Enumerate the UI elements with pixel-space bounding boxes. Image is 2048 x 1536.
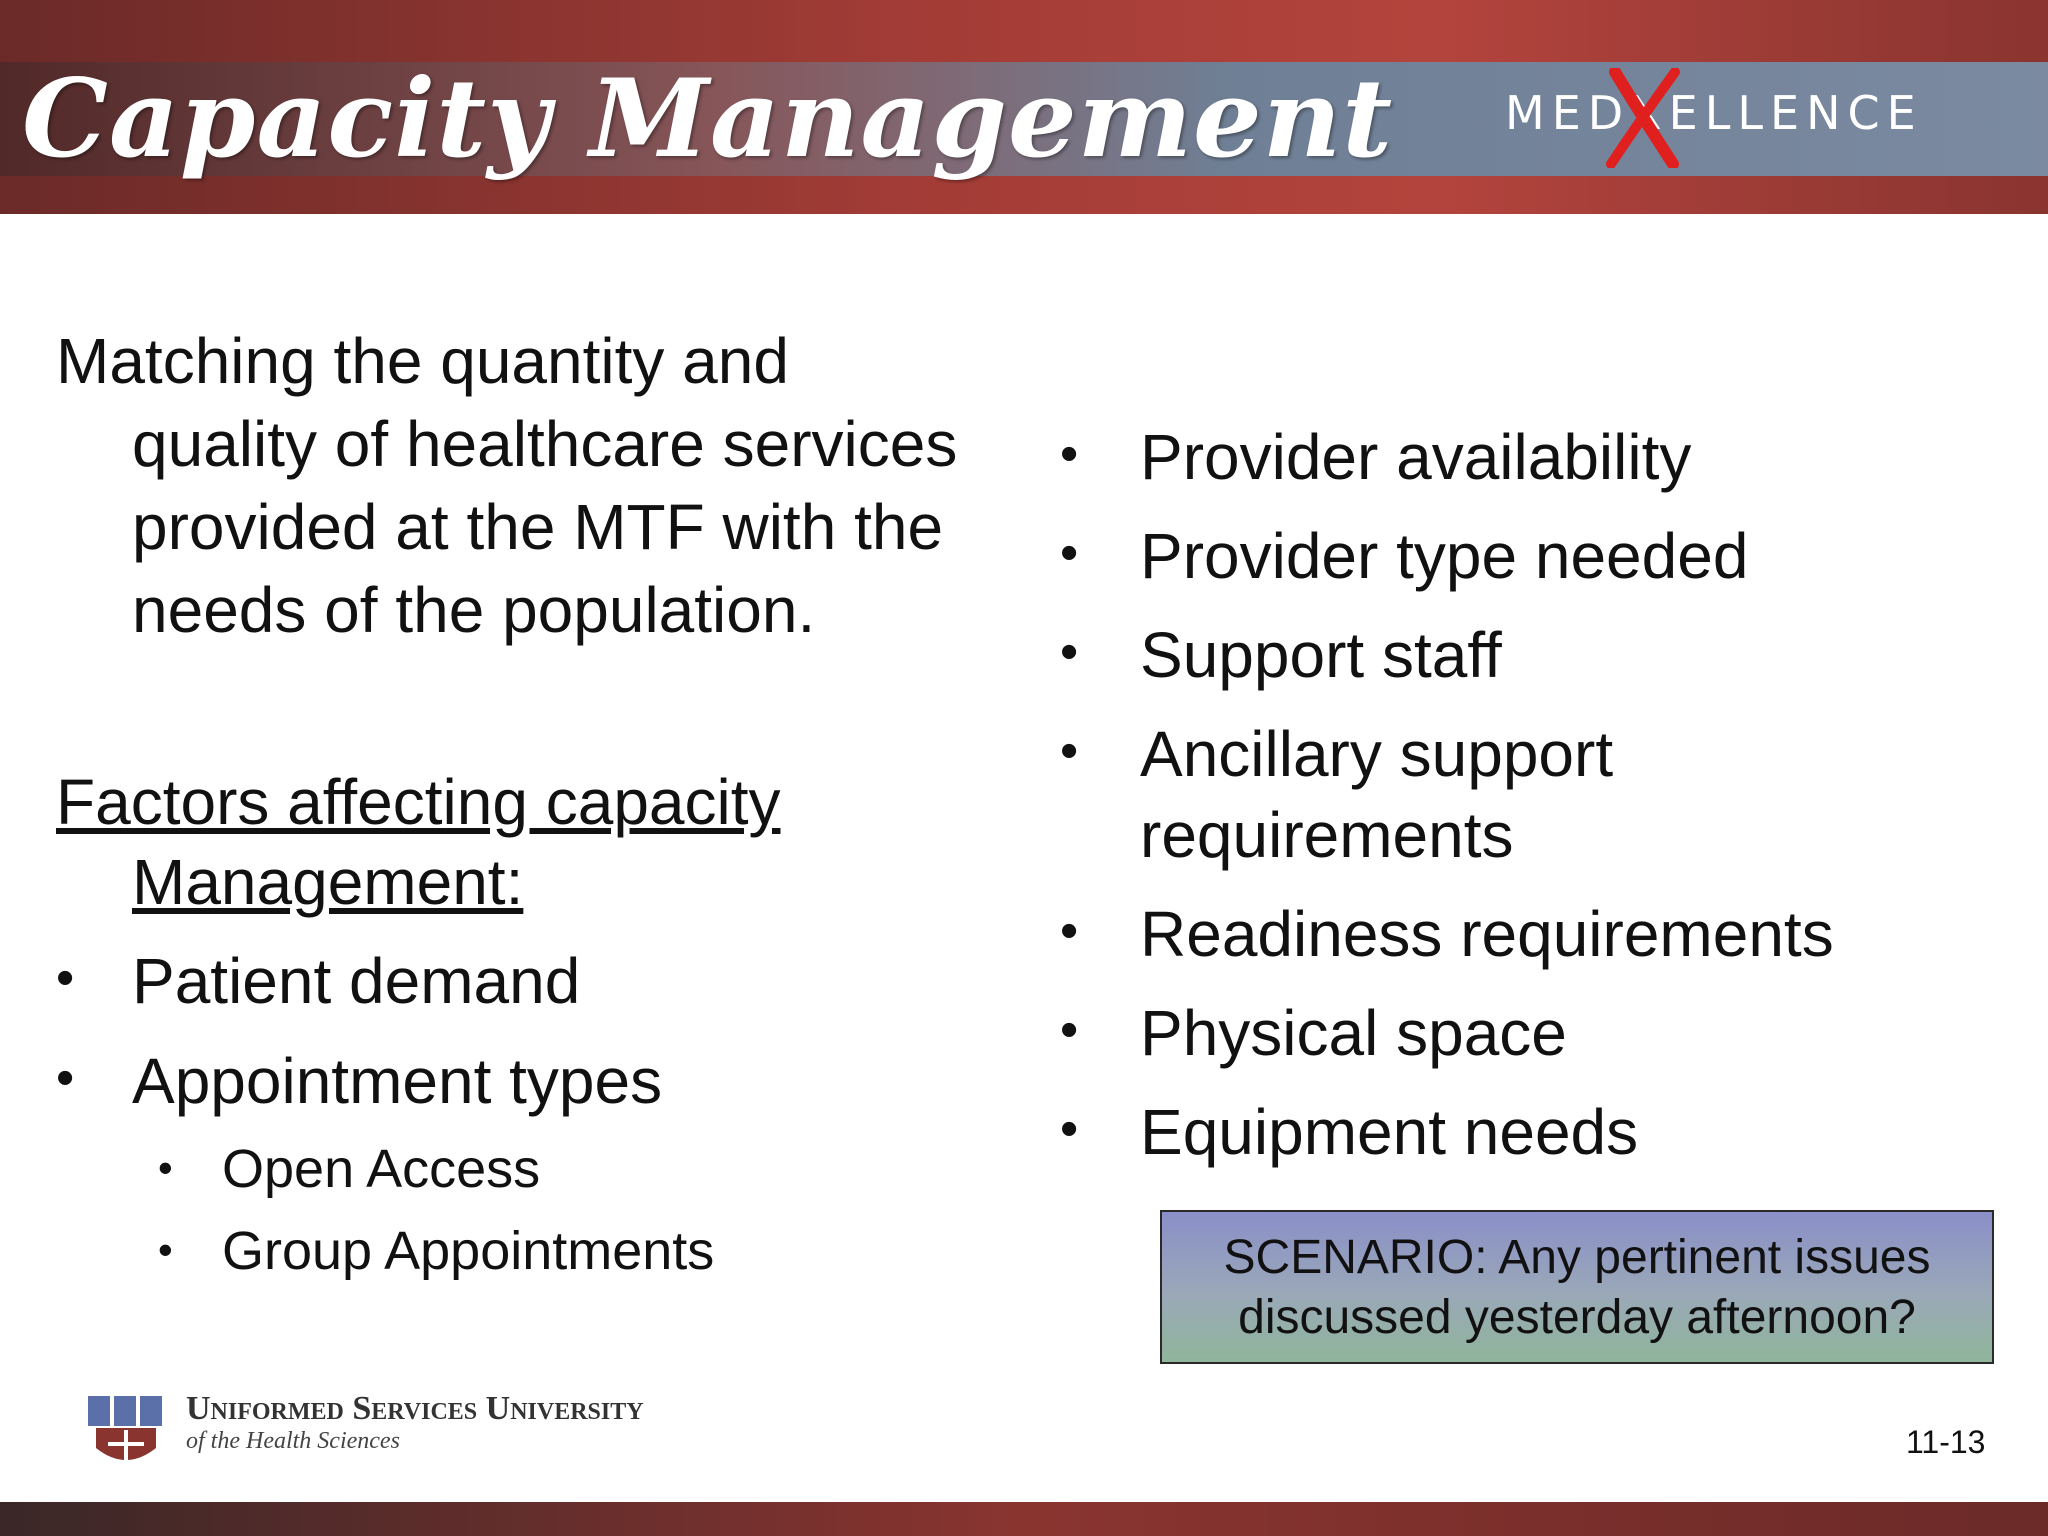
footer-band bbox=[0, 1502, 2048, 1536]
bullet-icon: • bbox=[1060, 902, 1079, 960]
bullet-icon: • bbox=[1060, 623, 1079, 681]
bullet-icon: • bbox=[1060, 1100, 1079, 1158]
institution-subtitle: of the Health Sciences bbox=[186, 1428, 400, 1454]
intro-line: needs of the population. bbox=[132, 574, 816, 646]
intro-line: Matching the quantity and bbox=[56, 325, 789, 397]
bullet-icon: • bbox=[1060, 425, 1079, 483]
bullet-icon: • bbox=[158, 1144, 173, 1191]
page-number: 11-13 bbox=[1906, 1424, 1986, 1460]
bullet-icon: • bbox=[56, 949, 75, 1007]
bullet-icon: • bbox=[1060, 1001, 1079, 1059]
bullet-icon: • bbox=[158, 1226, 173, 1273]
bullet-icon: • bbox=[1060, 524, 1079, 582]
scenario-line: discussed yesterday afternoon? bbox=[1238, 1291, 1916, 1344]
medxellence-logo bbox=[1505, 82, 1923, 162]
factors-section bbox=[56, 762, 781, 922]
institution-name: Uniformed Services University bbox=[186, 1390, 644, 1427]
intro-line: provided at the MTF with the bbox=[132, 491, 944, 563]
intro-paragraph bbox=[56, 320, 1046, 652]
logo-text: MEDXELLENCE bbox=[1505, 86, 1923, 140]
scenario-line: SCENARIO: Any pertinent issues bbox=[1223, 1231, 1931, 1284]
factors-heading: Management: bbox=[132, 846, 524, 918]
intro-line: quality of healthcare services bbox=[132, 408, 958, 480]
logo-x-mark bbox=[1603, 68, 1683, 168]
factors-heading: Factors affecting capacity bbox=[56, 766, 781, 838]
bullet-icon: • bbox=[1060, 722, 1079, 780]
scenario-callout bbox=[1160, 1210, 1994, 1364]
slide-title: Capacity Management bbox=[22, 56, 1394, 182]
bullet-icon: • bbox=[56, 1049, 75, 1107]
usu-shield-icon bbox=[86, 1392, 166, 1472]
